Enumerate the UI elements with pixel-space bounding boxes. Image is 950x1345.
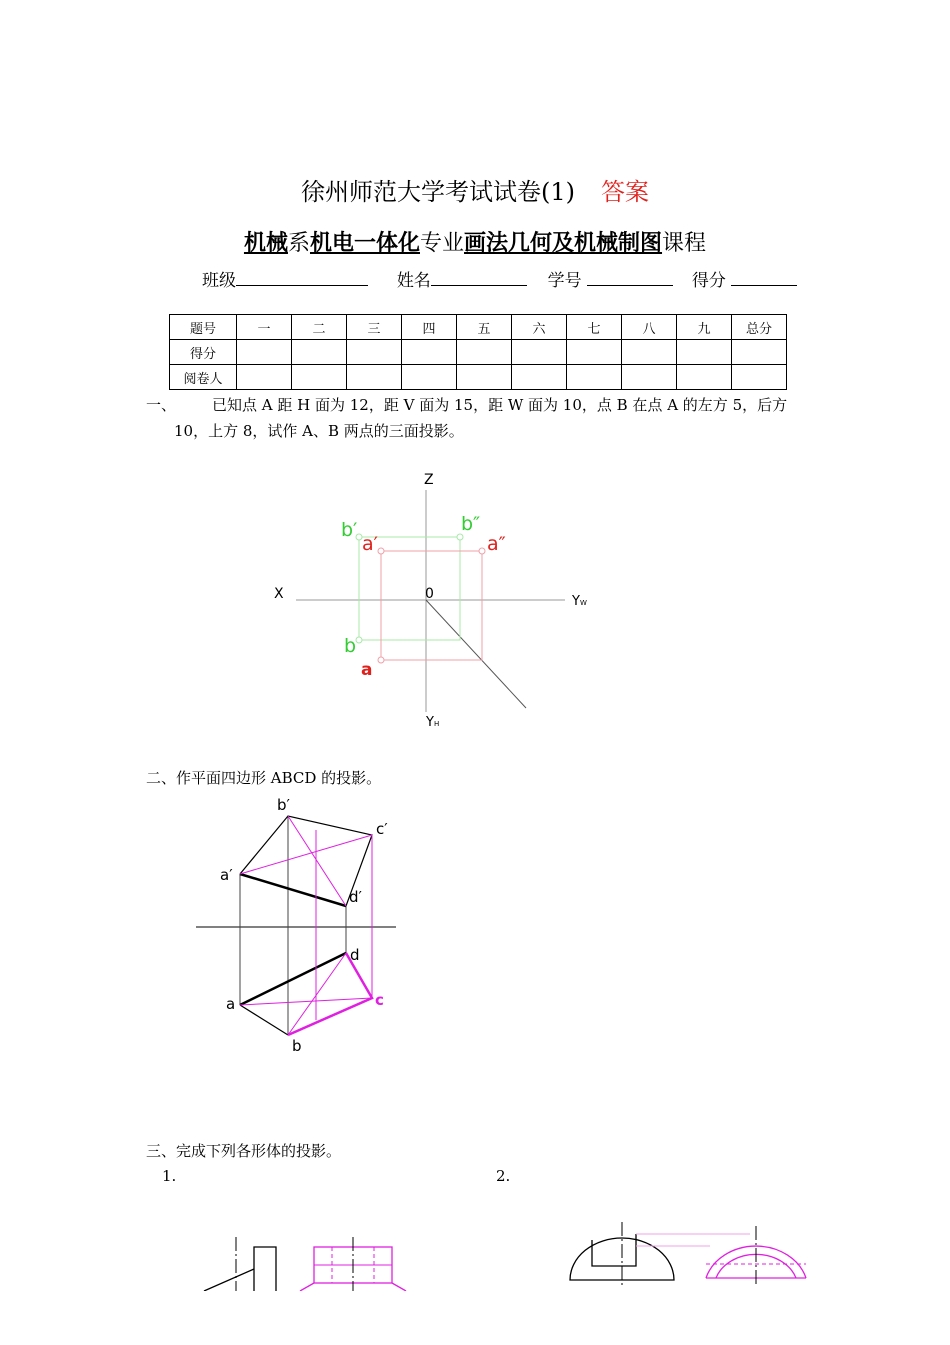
grader-cell[interactable]: [567, 365, 622, 390]
a-prime-label: a′: [362, 533, 378, 555]
yh-label: [425, 715, 439, 730]
b-double-prime-label: b″: [461, 513, 481, 535]
title-text: 徐州师范大学考试试卷(1): [301, 178, 575, 206]
grader-cell[interactable]: [512, 365, 567, 390]
origin-label: 0: [425, 586, 434, 602]
d-prime-label: d′: [349, 888, 362, 906]
yh-subscript: H: [433, 720, 440, 728]
score-cell[interactable]: [732, 340, 787, 365]
q3-figure-1: [200, 1225, 420, 1291]
table-row: [170, 340, 787, 365]
score-cell[interactable]: [622, 340, 677, 365]
score-cell[interactable]: [512, 340, 567, 365]
q1-projection-diagram: [260, 460, 600, 740]
b-label: b: [292, 1037, 302, 1055]
q1-line1: 已知点 A 距 H 面为 12，距 V 面为 15，距 W 面为 10，点 B 在点 A 的左方 5，后方: [212, 396, 788, 414]
column-header: 二: [292, 315, 347, 340]
course-line: [0, 226, 950, 257]
row-header: 阅卷人: [170, 365, 237, 390]
column-header: 七: [567, 315, 622, 340]
top-ab-edge: [240, 1005, 288, 1035]
score-cell[interactable]: [292, 340, 347, 365]
column-header: 三: [347, 315, 402, 340]
column-header: 一: [237, 315, 292, 340]
b-prime-label: b′: [341, 519, 358, 541]
column-header: 总分: [732, 315, 787, 340]
name-label: 姓名: [396, 271, 431, 291]
table-row: [170, 315, 787, 340]
x-label: X: [274, 586, 284, 602]
column-header: 八: [622, 315, 677, 340]
b-label: b: [344, 635, 357, 657]
course-suffix: 课程: [662, 231, 707, 256]
id-field[interactable]: [587, 269, 673, 286]
grader-cell[interactable]: [237, 365, 292, 390]
score-cell[interactable]: [237, 340, 292, 365]
answer-tag: 答案: [601, 178, 649, 206]
side-view-right-slope: [392, 1283, 406, 1291]
table-row: [170, 365, 787, 390]
a-point: [378, 657, 384, 663]
score-cell[interactable]: [677, 340, 732, 365]
student-info-line: [202, 266, 797, 291]
score-field[interactable]: [731, 269, 797, 286]
score-label: 得分: [691, 271, 726, 291]
d-label: d: [350, 946, 360, 964]
a-double-prime-point: [479, 548, 485, 554]
score-cell[interactable]: [457, 340, 512, 365]
yw-letter: Y: [572, 594, 580, 609]
yw-subscript: W: [579, 599, 587, 607]
slope-edge: [204, 1269, 254, 1291]
yh-letter: Y: [426, 715, 434, 730]
q2-text: 二、作平面四边形 ABCD 的投影。: [146, 769, 382, 787]
q2-quadrilateral-diagram: [190, 790, 420, 1060]
a-prime-label: a′: [220, 866, 233, 884]
class-field[interactable]: [236, 269, 368, 286]
grader-cell[interactable]: [732, 365, 787, 390]
top-bcd-edges: [288, 953, 372, 1035]
major-name: 机电一体化: [309, 230, 420, 256]
class-label: 班级: [202, 271, 236, 291]
q3-sub1-label: 1.: [162, 1167, 177, 1185]
c-prime-label: c′: [376, 820, 388, 838]
grader-cell[interactable]: [677, 365, 732, 390]
grader-cell[interactable]: [402, 365, 457, 390]
top-ad-edge: [240, 953, 346, 1005]
q3-sub2-label: 2.: [496, 1167, 511, 1185]
id-label: 学号: [547, 271, 582, 291]
dept-suffix: 系: [287, 231, 310, 256]
score-cell[interactable]: [567, 340, 622, 365]
dept-name: 机械: [243, 230, 288, 256]
diagonal-45: [426, 600, 526, 708]
front-ac-diagonal: [240, 835, 372, 874]
grader-cell[interactable]: [622, 365, 677, 390]
score-cell[interactable]: [402, 340, 457, 365]
row-header: 得分: [170, 340, 237, 365]
yw-label: [571, 594, 587, 609]
c-label: c: [375, 991, 384, 1009]
front-bd-diagonal: [288, 816, 346, 906]
row-header: 题号: [170, 315, 237, 340]
b-prime-label: b′: [277, 796, 290, 814]
column-header: 六: [512, 315, 567, 340]
q3-text: 三、完成下列各形体的投影。: [146, 1142, 342, 1160]
q1-line2: 10，上方 8，试作 A、B 两点的三面投影。: [174, 422, 464, 440]
score-cell[interactable]: [347, 340, 402, 365]
grader-cell[interactable]: [457, 365, 512, 390]
step-outline: [254, 1247, 276, 1291]
q1-number: 一、: [146, 396, 177, 414]
column-header: 五: [457, 315, 512, 340]
front-ad-edge: [240, 874, 346, 906]
a-label: a: [226, 995, 236, 1013]
column-header: 四: [402, 315, 457, 340]
column-header: 九: [677, 315, 732, 340]
name-field[interactable]: [431, 269, 527, 286]
major-suffix: 专业: [420, 231, 465, 256]
grader-cell[interactable]: [347, 365, 402, 390]
exam-title: [0, 172, 950, 207]
a-prime-point: [378, 548, 384, 554]
grader-cell[interactable]: [292, 365, 347, 390]
side-view-left-slope: [300, 1283, 314, 1291]
score-table: [169, 314, 787, 390]
a-double-prime-label: a″: [487, 533, 506, 555]
b-point: [356, 637, 362, 643]
a-label: a: [361, 660, 373, 680]
top-ac-diagonal: [240, 998, 372, 1005]
q3-figure-2: [560, 1220, 820, 1286]
z-label: Z: [424, 472, 434, 488]
course-name: 画法几何及机械制图: [464, 230, 663, 256]
